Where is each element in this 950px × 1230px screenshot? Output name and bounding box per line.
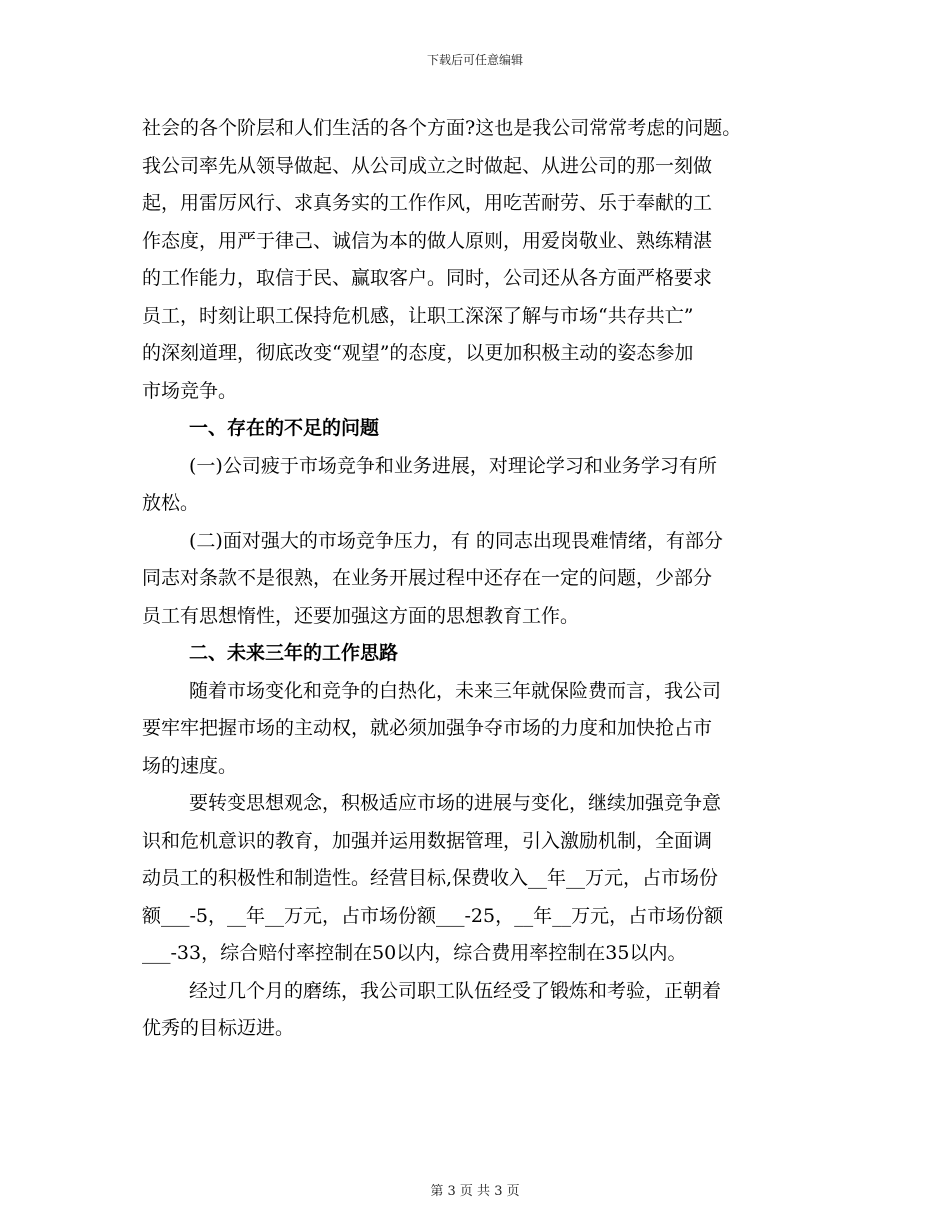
page-header: 下载后可任意编辑	[426, 53, 523, 67]
text-line: 起，用雷厉风行、求真务实的工作作风，用吃苦耐劳、乐于奉献的工	[142, 192, 713, 214]
text-line: 社会的各个阶层和人们生活的各个方面?这也是我公司常常考虑的问题。	[142, 117, 742, 139]
text-line: 员工，时刻让职工保持危机感，让职工深深了解与市场“共存共亡”	[142, 304, 694, 327]
text-line: 员工有思想惰性，还要加强这方面的思想教育工作。	[142, 604, 580, 627]
text-line: (二)面对强大的市场竞争压力，有 的同志出现畏难情绪，有部分	[189, 529, 723, 552]
text-line: (一)公司疲于市场竞争和业务进展，对理论学习和业务学习有所	[189, 454, 717, 477]
text-line: 额___-5，__年__万元，占市场份额___-25，__年__万元，占市场份额	[142, 904, 724, 927]
text-line: 的工作能力，取信于民、赢取客户。同时，公司还从各方面严格要求	[142, 267, 713, 289]
section-heading: 一、存在的不足的问题	[189, 417, 380, 439]
text-line: 随着市场变化和竞争的白热化，未来三年就保险费而言，我公司	[189, 679, 722, 702]
document-body	[142, 110, 814, 1048]
page-footer: 第 3 页 共 3 页	[430, 1184, 520, 1199]
text-line: 场的速度。	[142, 754, 238, 777]
text-line: 作态度，用严于律己、诚信为本的做人原则，用爱岗敬业、熟练精湛	[142, 229, 713, 252]
text-line: 同志对条款不是很熟，在业务开展过程中还存在一定的问题，少部分	[142, 567, 713, 589]
text-line: 动员工的积极性和制造性。经营目标,保费收入__年__万元，占市场份	[142, 867, 719, 889]
text-line: 要牢牢把握市场的主动权，就必须加强争夺市场的力度和加快抢占市	[142, 717, 713, 739]
text-line: 我公司率先从领导做起、从公司成立之时做起、从进公司的那一刻做	[142, 154, 713, 177]
text-line: 的深刻道理，彻底改变“观望”的态度，以更加积极主动的姿态参加	[142, 342, 694, 364]
text-line: 放松。	[142, 492, 200, 514]
text-line: 优秀的目标迈进。	[142, 1017, 295, 1039]
text-line: ___-33，综合赔付率控制在50以内，综合费用率控制在35以内。	[142, 942, 687, 964]
text-line: 识和危机意识的教育，加强并运用数据管理，引入激励机制，全面调	[142, 829, 713, 852]
text-line: 市场竞争。	[142, 379, 238, 402]
text-line: 经过几个月的磨练，我公司职工队伍经受了锻炼和考验，正朝着	[189, 979, 722, 1002]
section-heading: 二、未来三年的工作思路	[189, 642, 399, 664]
text-line: 要转变思想观念，积极适应市场的进展与变化，继续加强竞争意	[189, 792, 722, 814]
